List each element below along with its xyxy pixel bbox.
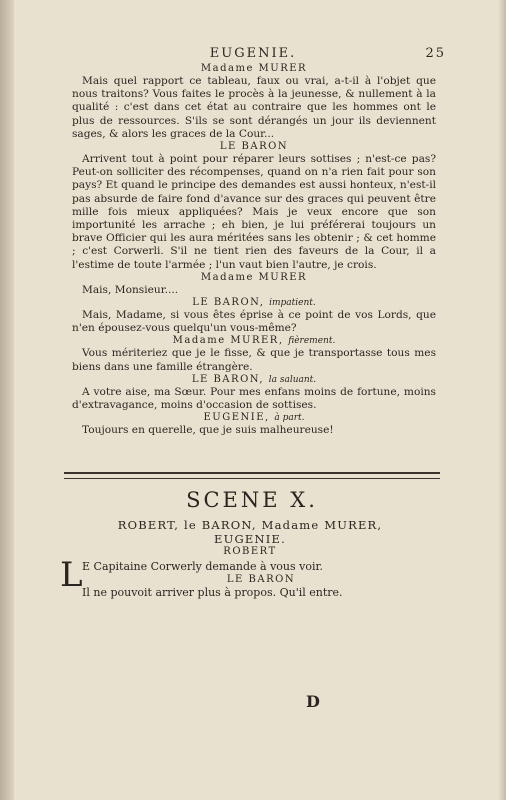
dialogue-line: Mais, Monsieur....	[82, 283, 179, 296]
stage-direction: impatient.	[269, 298, 316, 309]
dialogue-line: Mais, Madame, si vous êtes éprise à ce point de vos Lords, que n'en épousez-vous quelqu'un vous-même?	[72, 309, 436, 335]
stage-direction: fièrement.	[288, 336, 336, 347]
speaker-name	[72, 335, 436, 347]
stage-direction: la saluant.	[268, 374, 317, 385]
page-gutter	[0, 0, 14, 800]
drop-cap: L	[60, 555, 83, 595]
section-rule	[64, 472, 440, 479]
running-title: EUGENIE.	[209, 46, 297, 61]
speaker-name	[72, 63, 436, 75]
stage-direction: à part.	[274, 413, 305, 424]
speaker-name	[72, 412, 436, 424]
speaker-name: ROBERT	[223, 546, 277, 557]
dialogue-line: Mais quel rapport ce tableau, faux ou vrai, a-t-il à l'objet que nous traitons? Vous faites le procès à la jeunesse, & nullement à la qualité : c'est dans cet état au contraire que les hommes ont le plus de ressources. S'ils se sont dérangés un jour ils deviennent sages, & alors les graces de la Cour...	[72, 75, 436, 140]
speaker-name: LE BARON	[226, 573, 296, 585]
dialogue-line: A votre aise, ma Sœur. Pour mes enfans moins de fortune, moins d'extravagance, moins d'occasion de sottises.	[72, 385, 436, 412]
page-number: 25	[425, 46, 446, 61]
dialogue-line: Toujours en querelle, que je suis malheureuse!	[82, 424, 334, 437]
dialogue-line: Il ne pouvoit arriver plus à propos. Qu'il entre.	[82, 585, 343, 599]
dialogue-line: E Capitaine Corwerly demande à vous voir.	[82, 560, 324, 573]
dialogue-body	[72, 63, 436, 437]
signature-mark: D	[306, 692, 320, 711]
speaker-label: Madame MURER	[200, 63, 308, 74]
speaker-name	[72, 141, 436, 153]
speaker-label: EUGENIE,	[203, 412, 270, 424]
speaker-name	[72, 272, 436, 284]
speaker-label: LE BARON,	[192, 297, 265, 309]
speaker-label: Madame MURER,	[172, 335, 284, 347]
speaker-label: Madame MURER	[200, 271, 308, 283]
speaker-label: LE BARON	[219, 141, 289, 153]
dialogue-line: Vous mériteriez que je le fisse, & que je transportasse tous mes biens dans une famille étrangère.	[72, 347, 436, 373]
dropcap-paragraph	[60, 555, 440, 599]
speaker-label: LE BARON,	[191, 373, 265, 385]
dialogue-line: Arrivent tout à point pour réparer leurs sottises ; n'est-ce pas? Peut-on solliciter des récompenses, quand on n'a rien fait pour son pays? Et quand le principe des demandes est aussi honteux, n'est-il pas absurde de faire fond d'avance sur des graces qui peuvent être mille fois mieux appliquées? Mais je veux encore que son importunité les arrache ; eh bien, je lui préférerai toujours un brave Officier qui les aura méritées sans les obtenir ; & cet homme ; c'est Corwerli. S'il ne tient rien des faveurs de la Cour, il a l'estime de toute l'armée ; l'un vaut bien l'autre, je crois.	[72, 153, 436, 271]
speaker-name	[72, 374, 436, 386]
scene-title: SCENE X.	[186, 488, 318, 512]
page-edge	[498, 0, 506, 800]
page-header	[60, 46, 446, 62]
cast-list-continued: EUGENIE.	[214, 531, 286, 546]
speaker-name	[72, 297, 436, 309]
scene-opening	[60, 519, 440, 599]
cast-list: ROBERT, le BARON, Madame MURER,	[117, 518, 383, 532]
